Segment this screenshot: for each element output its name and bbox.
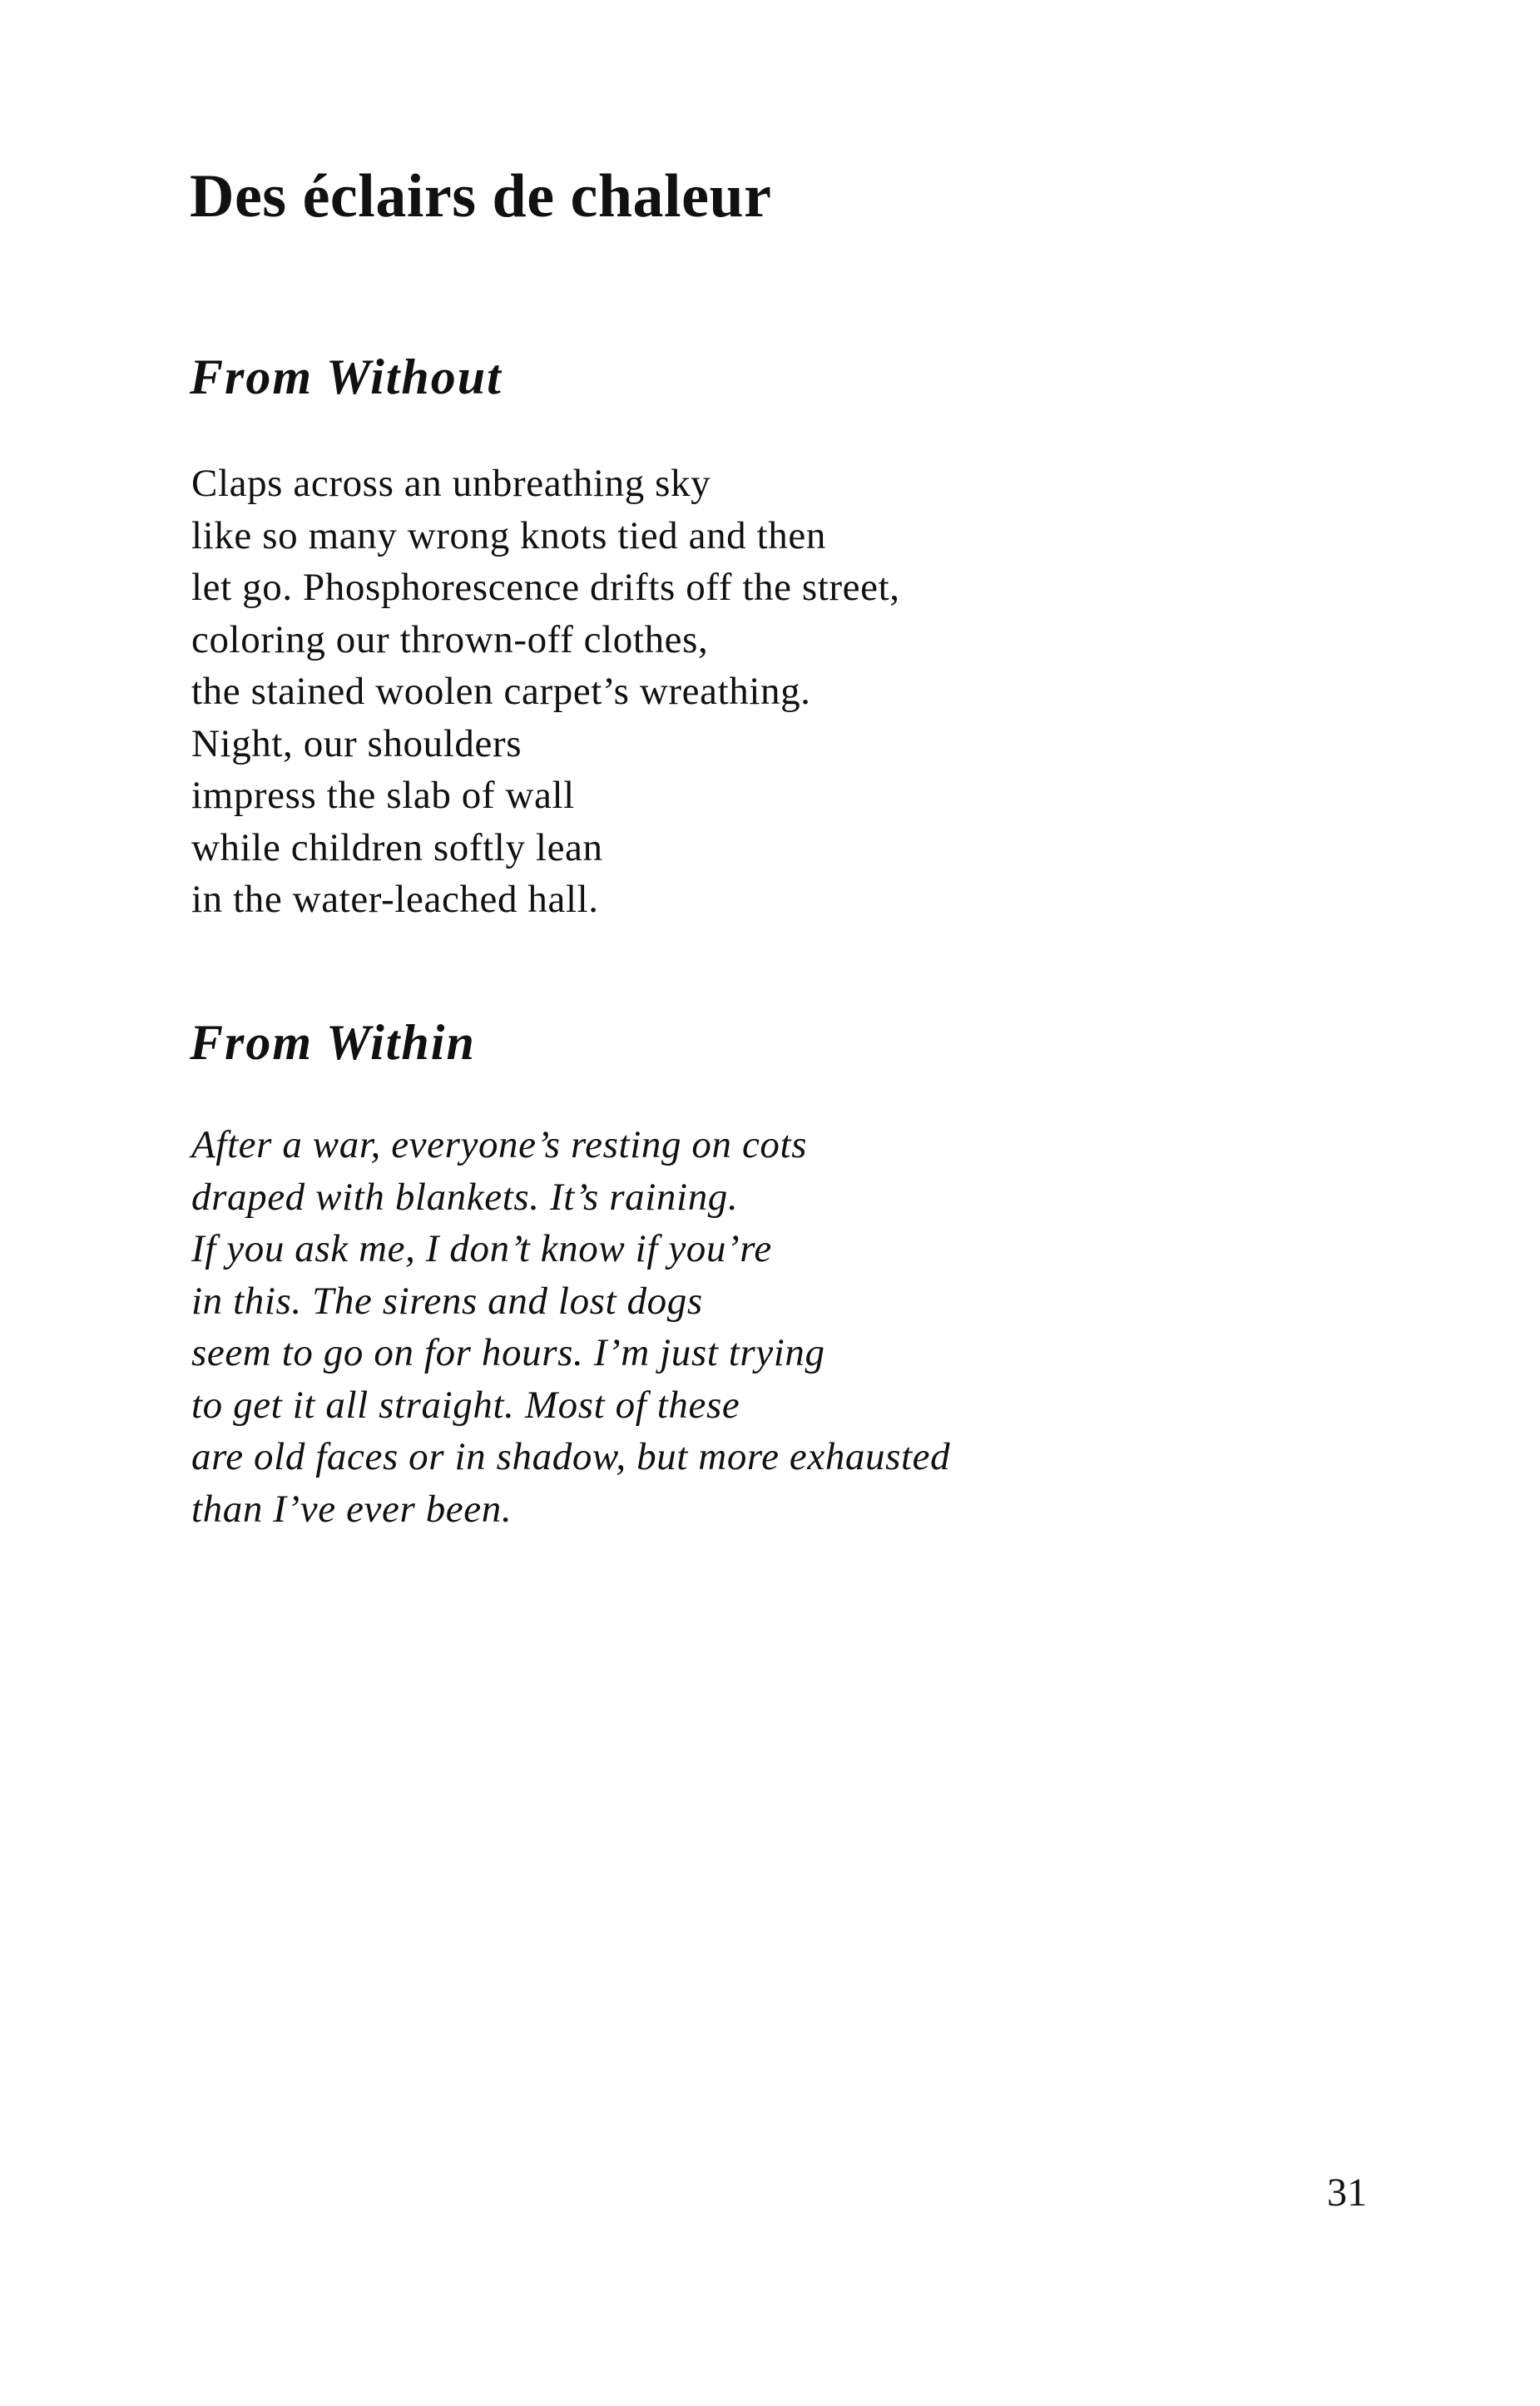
poem-line: are old faces or in shadow, but more exhausted (191, 1435, 951, 1478)
poem-line: in this. The sirens and lost dogs (191, 1279, 703, 1323)
poem-line: let go. Phosphorescence drifts off the street, (191, 566, 900, 609)
stanza-from-without (191, 458, 900, 926)
stanza-from-within (191, 1119, 950, 1535)
poem-line: After a war, everyone’s resting on cots (191, 1123, 808, 1166)
poem-line: to get it all straight. Most of these (191, 1383, 740, 1427)
poem-line: like so many wrong knots tied and then (191, 513, 826, 557)
poem-line: If you ask me, I don’t know if you’re (191, 1227, 772, 1270)
poem-line: impress the slab of wall (191, 774, 575, 817)
poem-line: while children softly lean (191, 825, 603, 869)
poem-title: Des éclairs de chaleur (190, 162, 772, 230)
poem-line: coloring our thrown-off clothes, (191, 617, 709, 661)
poem-line: draped with blankets. It’s raining. (191, 1175, 739, 1219)
page-number: 31 (1327, 2171, 1367, 2215)
poem-line: seem to go on for hours. I’m just trying (191, 1331, 825, 1374)
section-heading-from-within: From Within (190, 1015, 476, 1070)
poem-line: Night, our shoulders (191, 721, 522, 765)
poem-line: than I’ve ever been. (191, 1487, 513, 1531)
section-heading-from-without: From Without (190, 349, 503, 404)
poem-line: Claps across an unbreathing sky (191, 462, 711, 505)
poem-line: in the water-leached hall. (191, 878, 599, 921)
poem-line: the stained woolen carpet’s wreathing. (191, 670, 811, 713)
